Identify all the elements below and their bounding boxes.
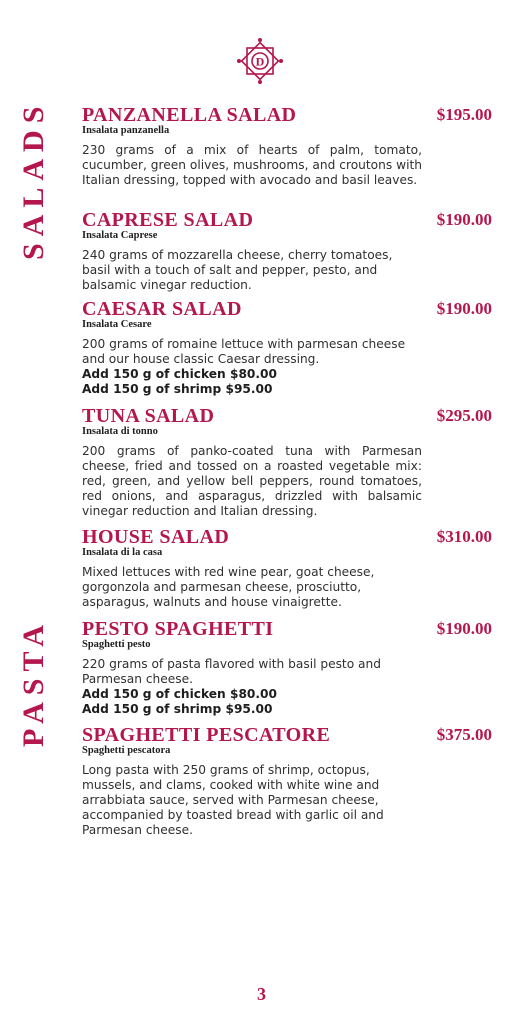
- addon-line: Add 150 g of shrimp $95.00: [82, 382, 273, 396]
- page-number: 3: [257, 984, 266, 1004]
- item-name: SPAGHETTI PESCATORE: [82, 724, 331, 746]
- item-description: 200 grams of panko-coated tuna with Parmesan cheese, fried and tossed on a roasted vegetable mix: red, green, and yellow bell peppers, round tomatoes, red onions, and asparagus, drizzled with balsamic vinegar reduction and Italian dressing.: [82, 444, 422, 518]
- item-description: 230 grams of a mix of hearts of palm, tomato, cucumber, green olives, mushrooms, and croutons with Italian dressing, topped with avocado and basil leaves.: [82, 143, 422, 187]
- item-description: Mixed lettuces with red wine pear, goat cheese, gorgonzola and parmesan cheese, prosciutto, asparagus, walnuts and house vinaigrette.: [82, 565, 375, 609]
- item-subtitle: Insalata di la casa: [82, 547, 163, 558]
- item-subtitle: Insalata Caprese: [82, 230, 158, 241]
- item-price: $190.00: [436, 210, 492, 229]
- item-price: $190.00: [436, 619, 492, 638]
- item-price: $195.00: [436, 105, 492, 124]
- section-label-salads: SALADS: [17, 99, 50, 261]
- item-name: PANZANELLA SALAD: [82, 104, 297, 126]
- item-description: Long pasta with 250 grams of shrimp, octopus, mussels, and clams, cooked with white wine and arrabbiata sauce, served with Parmesan cheese, accompanied by toasted bread with garlic oil and Parmesan cheese.: [82, 763, 384, 837]
- item-name: TUNA SALAD: [82, 405, 215, 427]
- addon-line: Add 150 g of shrimp $95.00: [82, 702, 273, 716]
- item-name: CAESAR SALAD: [82, 298, 242, 320]
- item-subtitle: Spaghetti pescatora: [82, 745, 171, 756]
- item-description: 200 grams of romaine lettuce with parmesan cheese and our house classic Caesar dressing.: [82, 337, 406, 366]
- item-name: PESTO SPAGHETTI: [82, 618, 274, 640]
- menu-item-panzanella-salad: [82, 104, 492, 188]
- item-name: HOUSE SALAD: [82, 526, 230, 548]
- menu-item-tuna-salad: [82, 405, 492, 519]
- logo-letter: D: [255, 54, 265, 69]
- section-label-pasta: PASTA: [17, 618, 50, 748]
- item-subtitle: Spaghetti pesto: [82, 639, 151, 650]
- item-price: $295.00: [436, 406, 492, 425]
- addon-line: Add 150 g of chicken $80.00: [82, 367, 277, 381]
- item-price: $375.00: [436, 725, 492, 744]
- item-description: 240 grams of mozzarella cheese, cherry tomatoes, basil with a touch of salt and pepper, pesto, and balsamic vinegar reduction.: [82, 248, 393, 292]
- item-price: $310.00: [436, 527, 492, 546]
- menu-item-caprese-salad: [82, 209, 492, 293]
- addon-line: Add 150 g of chicken $80.00: [82, 687, 277, 701]
- menu-item-spaghetti-pescatore: [82, 724, 492, 838]
- menu-item-pesto-spaghetti: [82, 618, 492, 717]
- item-name: CAPRESE SALAD: [82, 209, 254, 231]
- menu-item-caesar-salad: [82, 298, 492, 397]
- item-subtitle: Insalata di tonno: [82, 426, 158, 437]
- menu-item-house-salad: [82, 526, 492, 610]
- restaurant-logo-icon: [236, 37, 284, 85]
- item-price: $190.00: [436, 299, 492, 318]
- item-subtitle: Insalata Cesare: [82, 319, 152, 330]
- item-subtitle: Insalata panzanella: [82, 125, 170, 136]
- item-description: 220 grams of pasta flavored with basil pesto and Parmesan cheese.: [82, 657, 381, 686]
